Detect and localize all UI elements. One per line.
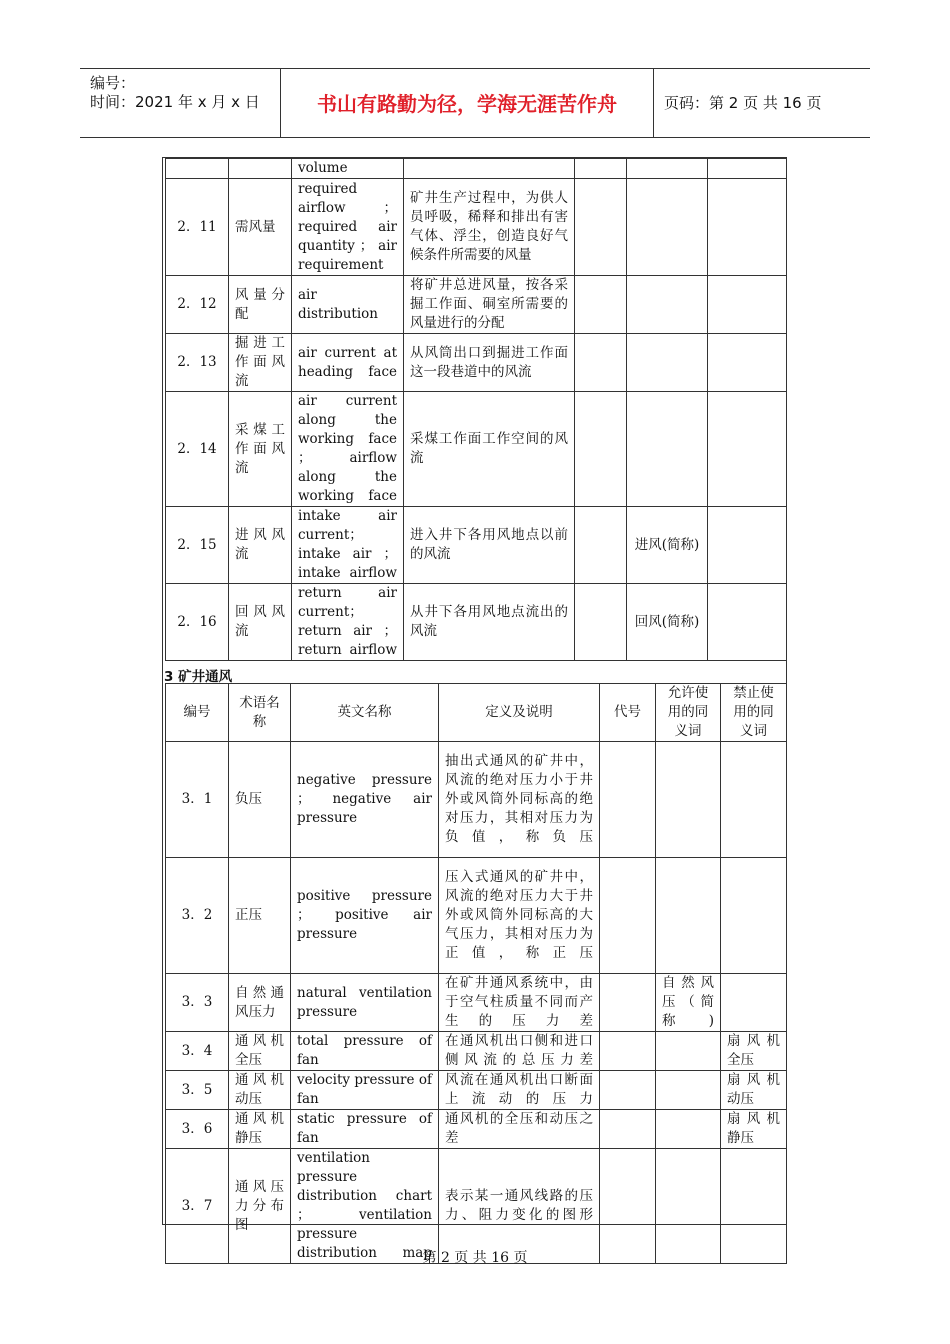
cell-term: 掘进工作面风流 bbox=[229, 334, 292, 392]
cell-term: 风量分配 bbox=[229, 276, 292, 334]
cell-term: 自然通风压力 bbox=[229, 974, 291, 1032]
header-code: 代号 bbox=[600, 684, 656, 742]
cell-en: return air current； return air ； return airflow bbox=[292, 584, 404, 661]
terms-table-section2 bbox=[165, 158, 787, 661]
cell-def bbox=[404, 159, 575, 179]
cell-en: volume bbox=[292, 159, 404, 179]
cell-no: 2．13 bbox=[166, 334, 229, 392]
cell-code bbox=[600, 742, 656, 858]
cell-def: 将矿井总进风量，按各采掘工作面、硐室所需要的风量进行的分配 bbox=[404, 276, 575, 334]
cell-term: 通风压力分布图 bbox=[229, 1149, 291, 1264]
cell-term: 通风机全压 bbox=[229, 1032, 291, 1071]
cell-allowed: 自然风压（简称) bbox=[656, 974, 721, 1032]
cell-en: air current along the working face ； airflow along the working face bbox=[292, 392, 404, 507]
table-row bbox=[166, 507, 787, 584]
header-allowed-synonym: 允许使用的同义词 bbox=[656, 684, 721, 742]
table-row bbox=[166, 974, 787, 1032]
table-row bbox=[166, 1071, 787, 1110]
cell-en: ventilation pressure distribution chart ； ventilation pressure distribution map bbox=[291, 1149, 439, 1264]
cell-forbidden bbox=[708, 159, 787, 179]
page-header bbox=[80, 68, 870, 138]
header-english: 英文名称 bbox=[291, 684, 439, 742]
cell-code bbox=[600, 974, 656, 1032]
cell-no: 3．3 bbox=[166, 974, 229, 1032]
cell-def: 矿井生产过程中，为供人员呼吸，稀释和排出有害气体、浮尘，创造良好气候条件所需要的风量 bbox=[404, 179, 575, 276]
cell-code bbox=[575, 507, 627, 584]
cell-en: total pressure of fan bbox=[291, 1032, 439, 1071]
cell-no: 3．1 bbox=[166, 742, 229, 858]
cell-term: 正压 bbox=[229, 858, 291, 974]
cell-def: 采煤工作面工作空间的风流 bbox=[404, 392, 575, 507]
header-number: 编号 bbox=[166, 684, 229, 742]
document-number-label: 编号： bbox=[90, 74, 136, 92]
table-row bbox=[166, 392, 787, 507]
cell-term: 负压 bbox=[229, 742, 291, 858]
header-forbidden-synonym: 禁止使用的同义词 bbox=[721, 684, 787, 742]
cell-allowed bbox=[656, 858, 721, 974]
cell-term: 进风风流 bbox=[229, 507, 292, 584]
cell-code bbox=[600, 1032, 656, 1071]
cell-no: 3．7 bbox=[166, 1149, 229, 1264]
cell-allowed bbox=[656, 1110, 721, 1149]
cell-code bbox=[575, 179, 627, 276]
cell-forbidden bbox=[708, 392, 787, 507]
cell-no: 3．6 bbox=[166, 1110, 229, 1149]
cell-def: 表示某一通风线路的压力、阻力变化的图形 bbox=[439, 1149, 600, 1264]
cell-term: 通风机静压 bbox=[229, 1110, 291, 1149]
cell-allowed: 回风(简称) bbox=[627, 584, 708, 661]
cell-allowed bbox=[627, 179, 708, 276]
cell-forbidden bbox=[721, 742, 787, 858]
cell-no: 3．5 bbox=[166, 1071, 229, 1110]
table-row bbox=[166, 742, 787, 858]
cell-no: 2．15 bbox=[166, 507, 229, 584]
cell-forbidden bbox=[708, 276, 787, 334]
table-row bbox=[166, 584, 787, 661]
cell-no: 2．11 bbox=[166, 179, 229, 276]
table-row bbox=[166, 1032, 787, 1071]
cell-en: positive pressure ； positive air pressure bbox=[291, 858, 439, 974]
header-motto: 书山有路勤为径，学海无涯苦作舟 bbox=[281, 69, 654, 137]
terms-table-section3 bbox=[165, 683, 787, 1264]
cell-term: 采煤工作面风流 bbox=[229, 392, 292, 507]
cell-code bbox=[575, 159, 627, 179]
cell-forbidden bbox=[708, 334, 787, 392]
table-row bbox=[166, 858, 787, 974]
section-3-title: 3 矿井通风 bbox=[164, 669, 233, 685]
cell-code bbox=[575, 276, 627, 334]
cell-def: 压入式通风的矿井中，风流的绝对压力大于井外或风筒外同标高的大气压力，其相对压力为正值，称正压 bbox=[439, 858, 600, 974]
cell-allowed bbox=[656, 742, 721, 858]
cell-no: 2．16 bbox=[166, 584, 229, 661]
header-definition: 定义及说明 bbox=[439, 684, 600, 742]
cell-allowed bbox=[656, 1032, 721, 1071]
cell-en: velocity pressure of fan bbox=[291, 1071, 439, 1110]
cell-allowed bbox=[627, 159, 708, 179]
cell-en: air current at heading face bbox=[292, 334, 404, 392]
cell-en: natural ventilation pressure bbox=[291, 974, 439, 1032]
cell-forbidden: 扇风机静压 bbox=[721, 1110, 787, 1149]
cell-forbidden bbox=[721, 858, 787, 974]
header-term: 术语名称 bbox=[229, 684, 291, 742]
document-date-label: 时间：2021 年 x 月 x 日 bbox=[90, 93, 260, 111]
cell-def: 通风机的全压和动压之差 bbox=[439, 1110, 600, 1149]
cell-code bbox=[575, 584, 627, 661]
table-row bbox=[166, 159, 787, 179]
cell-forbidden bbox=[708, 584, 787, 661]
cell-no bbox=[166, 159, 229, 179]
cell-code bbox=[575, 334, 627, 392]
cell-forbidden: 扇风机全压 bbox=[721, 1032, 787, 1071]
cell-term: 回风风流 bbox=[229, 584, 292, 661]
cell-en: static pressure of fan bbox=[291, 1110, 439, 1149]
page-footer: 第 2 页 共 16 页 bbox=[422, 1250, 528, 1266]
cell-en: air distribution bbox=[292, 276, 404, 334]
cell-term: 通风机动压 bbox=[229, 1071, 291, 1110]
cell-def: 进入井下各用风地点以前的风流 bbox=[404, 507, 575, 584]
cell-def: 风流在通风机出口断面上流动的压力 bbox=[439, 1071, 600, 1110]
cell-no: 2．12 bbox=[166, 276, 229, 334]
cell-no: 3．2 bbox=[166, 858, 229, 974]
cell-en: intake air current；intake air ； intake airflow bbox=[292, 507, 404, 584]
cell-forbidden bbox=[721, 974, 787, 1032]
table-row bbox=[166, 334, 787, 392]
cell-def: 从风筒出口到掘进工作面这一段巷道中的风流 bbox=[404, 334, 575, 392]
header-page-number: 页码：第 2 页 共 16 页 bbox=[664, 94, 822, 112]
table-header-row bbox=[166, 684, 787, 742]
cell-no: 3．4 bbox=[166, 1032, 229, 1071]
cell-forbidden bbox=[708, 507, 787, 584]
table-row bbox=[166, 276, 787, 334]
cell-forbidden: 扇风机动压 bbox=[721, 1071, 787, 1110]
cell-allowed bbox=[656, 1071, 721, 1110]
cell-allowed bbox=[627, 276, 708, 334]
cell-term: 需风量 bbox=[229, 179, 292, 276]
cell-allowed: 进风(简称) bbox=[627, 507, 708, 584]
cell-code bbox=[575, 392, 627, 507]
table-row bbox=[166, 179, 787, 276]
cell-en: negative pressure ； negative air pressure bbox=[291, 742, 439, 858]
cell-def: 抽出式通风的矿井中，风流的绝对压力小于井外或风筒外同标高的绝对压力，其相对压力为负值，称负压 bbox=[439, 742, 600, 858]
cell-def: 在矿井通风系统中，由于空气柱质量不同而产生的压力差 bbox=[439, 974, 600, 1032]
cell-code bbox=[600, 1071, 656, 1110]
cell-code bbox=[600, 1110, 656, 1149]
cell-def: 在通风机出口侧和进口侧风流的总压力差 bbox=[439, 1032, 600, 1071]
cell-forbidden bbox=[708, 179, 787, 276]
cell-allowed bbox=[627, 392, 708, 507]
cell-def: 从井下各用风地点流出的风流 bbox=[404, 584, 575, 661]
table-row bbox=[166, 1110, 787, 1149]
cell-no: 2．14 bbox=[166, 392, 229, 507]
cell-term bbox=[229, 159, 292, 179]
cell-allowed bbox=[627, 334, 708, 392]
cell-code bbox=[600, 858, 656, 974]
header-meta bbox=[80, 69, 281, 137]
cell-en: required airflow ； required air quantity ； air requirement bbox=[292, 179, 404, 276]
